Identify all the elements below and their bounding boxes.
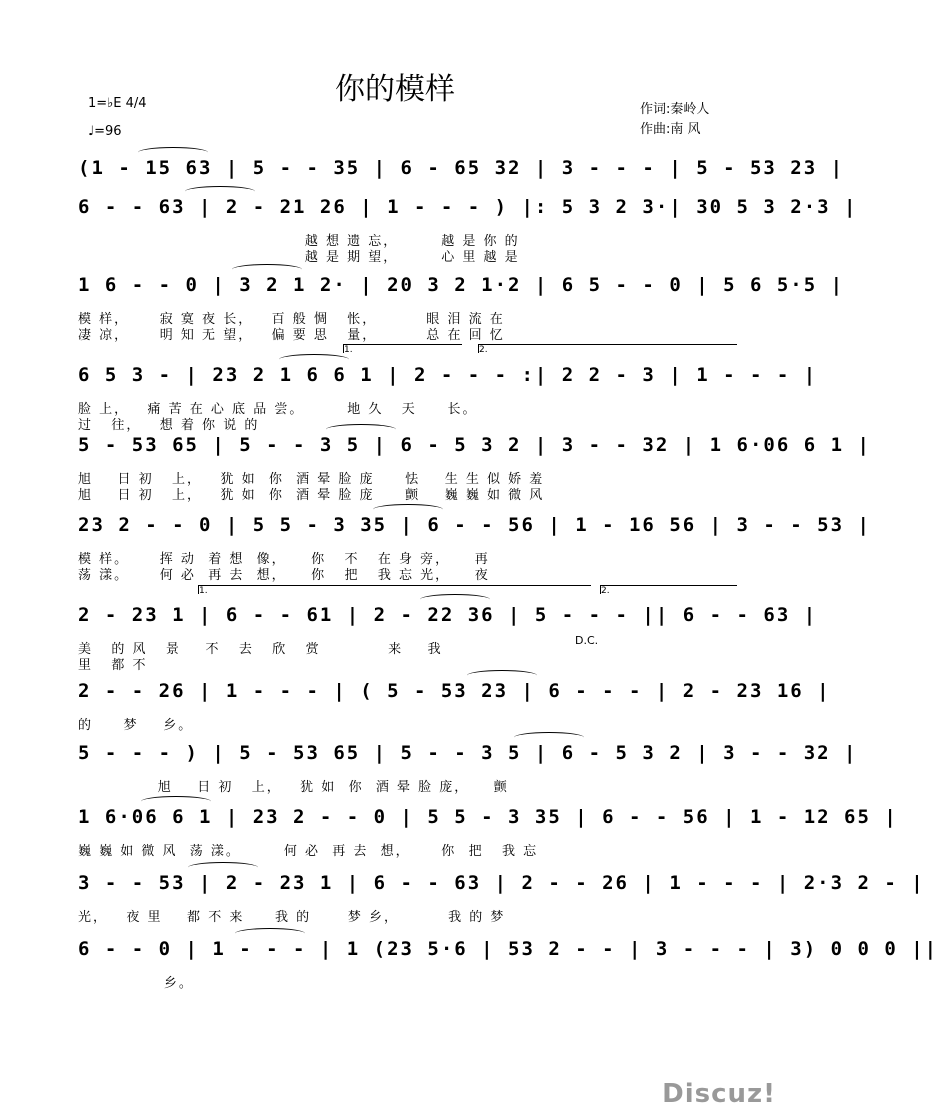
slur-mark bbox=[467, 670, 537, 681]
notes-line: 5 - - - ) | 5 - 53 65 | 5 - - 3 5 | 6 - 5 3 2 | 3 - - 32 | bbox=[78, 742, 858, 764]
lyric-line-1: 光， 夜 里 都 不 来 我 的 梦 乡， 我 的 梦 bbox=[78, 910, 506, 925]
lyric-line-1: 模 样。 挥 动 着 想 像， 你 不 在 身 旁， 再 bbox=[78, 552, 490, 567]
lyric-line-1: 的 梦 乡。 bbox=[78, 718, 194, 733]
lyric-line-1: 旭 日 初 上， 犹 如 你 酒 晕 脸 庞 怯 生 生 似 娇 羞 bbox=[78, 472, 545, 487]
notes-line: 1 6·06 6 1 | 23 2 - - 0 | 5 5 - 3 35 | 6 - - 56 | 1 - 12 65 | bbox=[78, 806, 898, 828]
lyric-line-1: 美 的 风 景 不 去 欣 赏 来 我 bbox=[78, 642, 443, 657]
key-signature: 1=♭E 4/4 bbox=[88, 96, 147, 111]
score-row bbox=[78, 364, 818, 433]
slur-mark bbox=[232, 264, 302, 275]
score-row bbox=[78, 872, 925, 932]
notes-line: 2 - - 26 | 1 - - - | ( 5 - 53 23 | 6 - - - | 2 - 23 16 | bbox=[78, 680, 831, 702]
volta-1b-label: 1. bbox=[199, 586, 208, 596]
score-row bbox=[78, 938, 938, 998]
volta-2b bbox=[600, 585, 737, 594]
slur-mark bbox=[138, 147, 208, 158]
volta-1b bbox=[198, 585, 591, 594]
lyric-line-2: 里 都 不 bbox=[78, 658, 148, 673]
lyric-line-2: 过 往， 想 着 你 说 的 bbox=[78, 418, 260, 433]
score-row bbox=[78, 806, 898, 866]
dc-marking: D.C. bbox=[575, 634, 599, 647]
lyric-line-2: 旭 日 初 上， 犹 如 你 酒 晕 脸 庞 颤 巍 巍 如 微 风 bbox=[78, 488, 545, 503]
notes-line: 2 - 23 1 | 6 - - 61 | 2 - 22 36 | 5 - - - || 6 - - 63 | bbox=[78, 604, 818, 626]
score-row bbox=[78, 196, 858, 265]
lyric-line-1: 乡。 bbox=[78, 976, 194, 991]
notes-line: 6 - - 63 | 2 - 21 26 | 1 - - - ) |: 5 3 2 3·| 30 5 3 2·3 | bbox=[78, 196, 858, 218]
lyric-line-2: 荡 漾。 何 必 再 去 想， 你 把 我 忘 光， 夜 bbox=[78, 568, 490, 583]
notes-line: 3 - - 53 | 2 - 23 1 | 6 - - 63 | 2 - - 26 | 1 - - - | 2·3 2 - | bbox=[78, 872, 925, 894]
volta-2 bbox=[478, 344, 737, 353]
volta-2b-label: 2. bbox=[601, 586, 610, 596]
lyric-line-2: 凄 凉， 明 知 无 望， 偏 要 思 量， 总 在 回 忆 bbox=[78, 328, 505, 343]
score-row bbox=[78, 274, 845, 343]
notes-line: 6 5 3 - | 23 2 1 6 6 1 | 2 - - - :| 2 2 - 3 | 1 - - - | bbox=[78, 364, 818, 386]
watermark-logo: Discuz! bbox=[662, 1079, 776, 1109]
notes-line: 6 - - 0 | 1 - - - | 1 (23 5·6 | 53 2 - - | 3 - - - | 3) 0 0 0 || bbox=[78, 938, 938, 960]
lyric-line-1: 巍 巍 如 微 风 荡 漾。 何 必 再 去 想， 你 把 我 忘 bbox=[78, 844, 539, 859]
slur-mark bbox=[420, 594, 490, 605]
notes-line: (1 - 15 63 | 5 - - 35 | 6 - 65 32 | 3 - - - | 5 - 53 23 | bbox=[78, 157, 845, 179]
score-row bbox=[78, 742, 858, 802]
lyric-line-1: 模 样， 寂 寞 夜 长， 百 般 惆 怅， 眼 泪 流 在 bbox=[78, 312, 505, 327]
lyric-line-2: 越 是 期 望， 心 里 越 是 bbox=[78, 250, 520, 265]
notes-line: 1 6 - - 0 | 3 2 1 2· | 20 3 2 1·2 | 6 5 - - 0 | 5 6 5·5 | bbox=[78, 274, 845, 296]
score-row bbox=[78, 604, 818, 673]
notes-line: 23 2 - - 0 | 5 5 - 3 35 | 6 - - 56 | 1 - 16 56 | 3 - - 53 | bbox=[78, 514, 871, 536]
slur-mark bbox=[188, 862, 258, 873]
composer-credit: 作曲:南 风 bbox=[640, 122, 701, 137]
volta-1-label: 1. bbox=[344, 345, 353, 355]
lyric-line-1: 越 想 遗 忘， 越 是 你 的 bbox=[78, 234, 520, 249]
notes-line: 5 - 53 65 | 5 - - 3 5 | 6 - 5 3 2 | 3 - - 32 | 1 6·06 6 1 | bbox=[78, 434, 871, 456]
lyricist-credit: 作词:秦岭人 bbox=[640, 102, 710, 117]
slur-mark bbox=[141, 796, 211, 807]
score-row bbox=[78, 434, 871, 503]
slur-mark bbox=[373, 504, 443, 515]
slur-mark bbox=[279, 354, 349, 365]
slur-mark bbox=[326, 424, 396, 435]
slur-mark bbox=[235, 928, 305, 939]
slur-mark bbox=[185, 186, 255, 197]
volta-2-label: 2. bbox=[479, 345, 488, 355]
lyric-line-1: 脸 上， 痛 苦 在 心 底 品 尝。 地 久 天 长。 bbox=[78, 402, 478, 417]
score-row bbox=[78, 680, 831, 740]
lyric-line-1: 旭 日 初 上， 犹 如 你 酒 晕 脸 庞， 颤 bbox=[78, 780, 509, 795]
tempo-marking: ♩=96 bbox=[88, 124, 122, 139]
song-title: 你的模样 bbox=[335, 72, 455, 107]
score-row bbox=[78, 514, 871, 583]
slur-mark bbox=[514, 732, 584, 743]
volta-1 bbox=[343, 344, 462, 353]
